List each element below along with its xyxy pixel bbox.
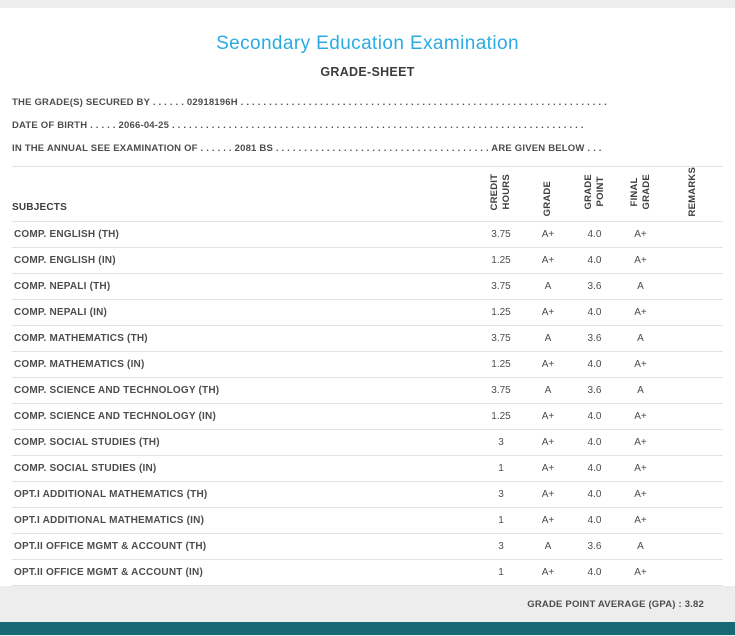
grade-cell: A+	[525, 248, 571, 274]
subject-cell: COMP. SOCIAL STUDIES (IN)	[12, 456, 477, 482]
table-row	[12, 326, 723, 352]
final-grade-cell: A	[618, 378, 663, 404]
header-row	[12, 167, 723, 222]
table-row	[12, 352, 723, 378]
credit-hours-cell: 3.75	[477, 378, 525, 404]
grade-table-body	[12, 222, 723, 586]
remarks-column-header	[663, 167, 723, 222]
dots-leader: . . . . . . . . . . . . . . . . . . . . . . . . . . . . . . . . . . . . . .	[275, 143, 489, 154]
final-grade-column-header	[618, 167, 663, 222]
remarks-cell	[663, 456, 723, 482]
grade-point-cell: 4.0	[571, 508, 618, 534]
grade-point-cell: 4.0	[571, 222, 618, 248]
remarks-cell	[663, 482, 723, 508]
grade-cell: A+	[525, 456, 571, 482]
subjects-column-header: SUBJECTS	[12, 167, 477, 222]
info-label: THE GRADE(S) SECURED BY	[12, 97, 150, 108]
grade-cell: A+	[525, 404, 571, 430]
remarks-cell	[663, 534, 723, 560]
grade-point-cell: 4.0	[571, 482, 618, 508]
grade-cell: A+	[525, 352, 571, 378]
credit-hours-column-header	[477, 167, 525, 222]
subject-cell: COMP. NEPALI (TH)	[12, 274, 477, 300]
table-row	[12, 430, 723, 456]
remarks-cell	[663, 352, 723, 378]
grade-point-cell: 4.0	[571, 560, 618, 586]
grade-point-cell: 4.0	[571, 352, 618, 378]
subject-cell: OPT.II OFFICE MGMT & ACCOUNT (TH)	[12, 534, 477, 560]
table-row	[12, 248, 723, 274]
grade-point-column-header	[571, 167, 618, 222]
subject-cell: COMP. ENGLISH (TH)	[12, 222, 477, 248]
table-row	[12, 534, 723, 560]
footer-bar	[0, 622, 735, 635]
table-row	[12, 274, 723, 300]
remarks-cell	[663, 430, 723, 456]
subject-cell: COMP. MATHEMATICS (IN)	[12, 352, 477, 378]
subject-cell: COMP. SCIENCE AND TECHNOLOGY (IN)	[12, 404, 477, 430]
exam-year-value: 2081 BS	[234, 143, 273, 154]
final-grade-cell: A+	[618, 248, 663, 274]
remarks-header-label: REMARKS	[687, 167, 699, 217]
remarks-cell	[663, 222, 723, 248]
credit-hours-cell: 1	[477, 508, 525, 534]
info-suffix: ARE GIVEN BELOW . . .	[491, 143, 602, 154]
gpa-label: GRADE POINT AVERAGE (GPA) :	[527, 599, 682, 610]
credit-hours-cell: 1.25	[477, 404, 525, 430]
info-line-exam-year	[12, 137, 723, 160]
grade-point-cell: 4.0	[571, 430, 618, 456]
credit-hours-cell: 3.75	[477, 326, 525, 352]
subject-cell: COMP. NEPALI (IN)	[12, 300, 477, 326]
grade-cell: A+	[525, 482, 571, 508]
credit-hours-cell: 3	[477, 430, 525, 456]
grade-header-label: GRADE	[542, 181, 554, 217]
page-subtitle: GRADE-SHEET	[320, 65, 415, 79]
info-label: IN THE ANNUAL SEE EXAMINATION OF	[12, 143, 198, 154]
gpa-summary	[0, 586, 735, 610]
grade-point-cell: 4.0	[571, 404, 618, 430]
credit-hours-cell: 3	[477, 482, 525, 508]
remarks-cell	[663, 378, 723, 404]
subject-cell: COMP. SCIENCE AND TECHNOLOGY (TH)	[12, 378, 477, 404]
dots-leader: . . . . . .	[200, 143, 232, 154]
final-grade-cell: A+	[618, 404, 663, 430]
dots-leader: . . . . . . . . . . . . . . . . . . . . . . . . . . . . . . . . . . . . . . . . . . . . . . . . . . . . . . . . . . . . . . . . . . . . . . . . .	[171, 120, 584, 131]
grade-point-cell: 3.6	[571, 534, 618, 560]
final-grade-cell: A+	[618, 300, 663, 326]
table-row	[12, 404, 723, 430]
grade-point-cell: 3.6	[571, 274, 618, 300]
grade-cell: A	[525, 534, 571, 560]
table-row	[12, 456, 723, 482]
grade-table	[12, 166, 723, 586]
grade-point-cell: 3.6	[571, 326, 618, 352]
remarks-cell	[663, 274, 723, 300]
table-row	[12, 222, 723, 248]
subject-cell: OPT.I ADDITIONAL MATHEMATICS (TH)	[12, 482, 477, 508]
grade-point-cell: 3.6	[571, 378, 618, 404]
dots-leader: . . . . .	[90, 120, 116, 131]
gpa-value: 3.82	[684, 599, 704, 610]
credit-hours-header-label: CREDIT HOURS	[489, 173, 512, 210]
table-row	[12, 482, 723, 508]
grade-point-cell: 4.0	[571, 456, 618, 482]
credit-hours-cell: 1.25	[477, 352, 525, 378]
final-grade-cell: A+	[618, 560, 663, 586]
table-row	[12, 378, 723, 404]
info-line-symbol-number	[12, 91, 723, 114]
final-grade-cell: A+	[618, 508, 663, 534]
final-grade-cell: A	[618, 274, 663, 300]
final-grade-cell: A+	[618, 456, 663, 482]
subject-cell: COMP. ENGLISH (IN)	[12, 248, 477, 274]
symbol-number-value: 02918196H	[186, 97, 238, 108]
final-grade-cell: A+	[618, 222, 663, 248]
grade-sheet-page	[0, 8, 735, 610]
grade-column-header	[525, 167, 571, 222]
remarks-cell	[663, 248, 723, 274]
info-label: DATE OF BIRTH	[12, 120, 88, 131]
remarks-cell	[663, 508, 723, 534]
table-row	[12, 560, 723, 586]
subject-cell: OPT.II OFFICE MGMT & ACCOUNT (IN)	[12, 560, 477, 586]
page-title: Secondary Education Examination	[216, 33, 519, 54]
final-grade-cell: A	[618, 326, 663, 352]
remarks-cell	[663, 300, 723, 326]
info-section	[12, 91, 723, 160]
grade-cell: A	[525, 274, 571, 300]
final-grade-cell: A+	[618, 482, 663, 508]
grade-table-header	[12, 167, 723, 222]
credit-hours-cell: 1	[477, 456, 525, 482]
grade-cell: A+	[525, 560, 571, 586]
final-grade-cell: A+	[618, 430, 663, 456]
final-grade-cell: A+	[618, 352, 663, 378]
subject-cell: COMP. SOCIAL STUDIES (TH)	[12, 430, 477, 456]
grade-cell: A+	[525, 508, 571, 534]
grade-point-cell: 4.0	[571, 300, 618, 326]
table-row	[12, 508, 723, 534]
grade-cell: A+	[525, 430, 571, 456]
table-row	[12, 300, 723, 326]
grade-cell: A+	[525, 300, 571, 326]
grade-point-cell: 4.0	[571, 248, 618, 274]
grade-cell: A+	[525, 222, 571, 248]
grade-cell: A	[525, 326, 571, 352]
remarks-cell	[663, 404, 723, 430]
subject-cell: OPT.I ADDITIONAL MATHEMATICS (IN)	[12, 508, 477, 534]
dots-leader: . . . . . .	[152, 97, 185, 108]
info-line-date-of-birth	[12, 114, 723, 137]
subject-cell: COMP. MATHEMATICS (TH)	[12, 326, 477, 352]
credit-hours-cell: 3	[477, 534, 525, 560]
credit-hours-cell: 3.75	[477, 222, 525, 248]
final-grade-header-label: FINAL GRADE	[628, 174, 652, 210]
credit-hours-cell: 3.75	[477, 274, 525, 300]
remarks-cell	[663, 560, 723, 586]
grade-sheet-card	[0, 8, 735, 586]
credit-hours-cell: 1	[477, 560, 525, 586]
date-of-birth-value: 2066-04-25	[118, 120, 170, 131]
final-grade-cell: A	[618, 534, 663, 560]
credit-hours-cell: 1.25	[477, 300, 525, 326]
grade-cell: A	[525, 378, 571, 404]
credit-hours-cell: 1.25	[477, 248, 525, 274]
dots-leader: . . . . . . . . . . . . . . . . . . . . . . . . . . . . . . . . . . . . . . . . . . . . . . . . . . . . . . . . . . . . . . . . .	[240, 97, 607, 108]
remarks-cell	[663, 326, 723, 352]
grade-point-header-label: GRADE POINT	[582, 174, 606, 210]
